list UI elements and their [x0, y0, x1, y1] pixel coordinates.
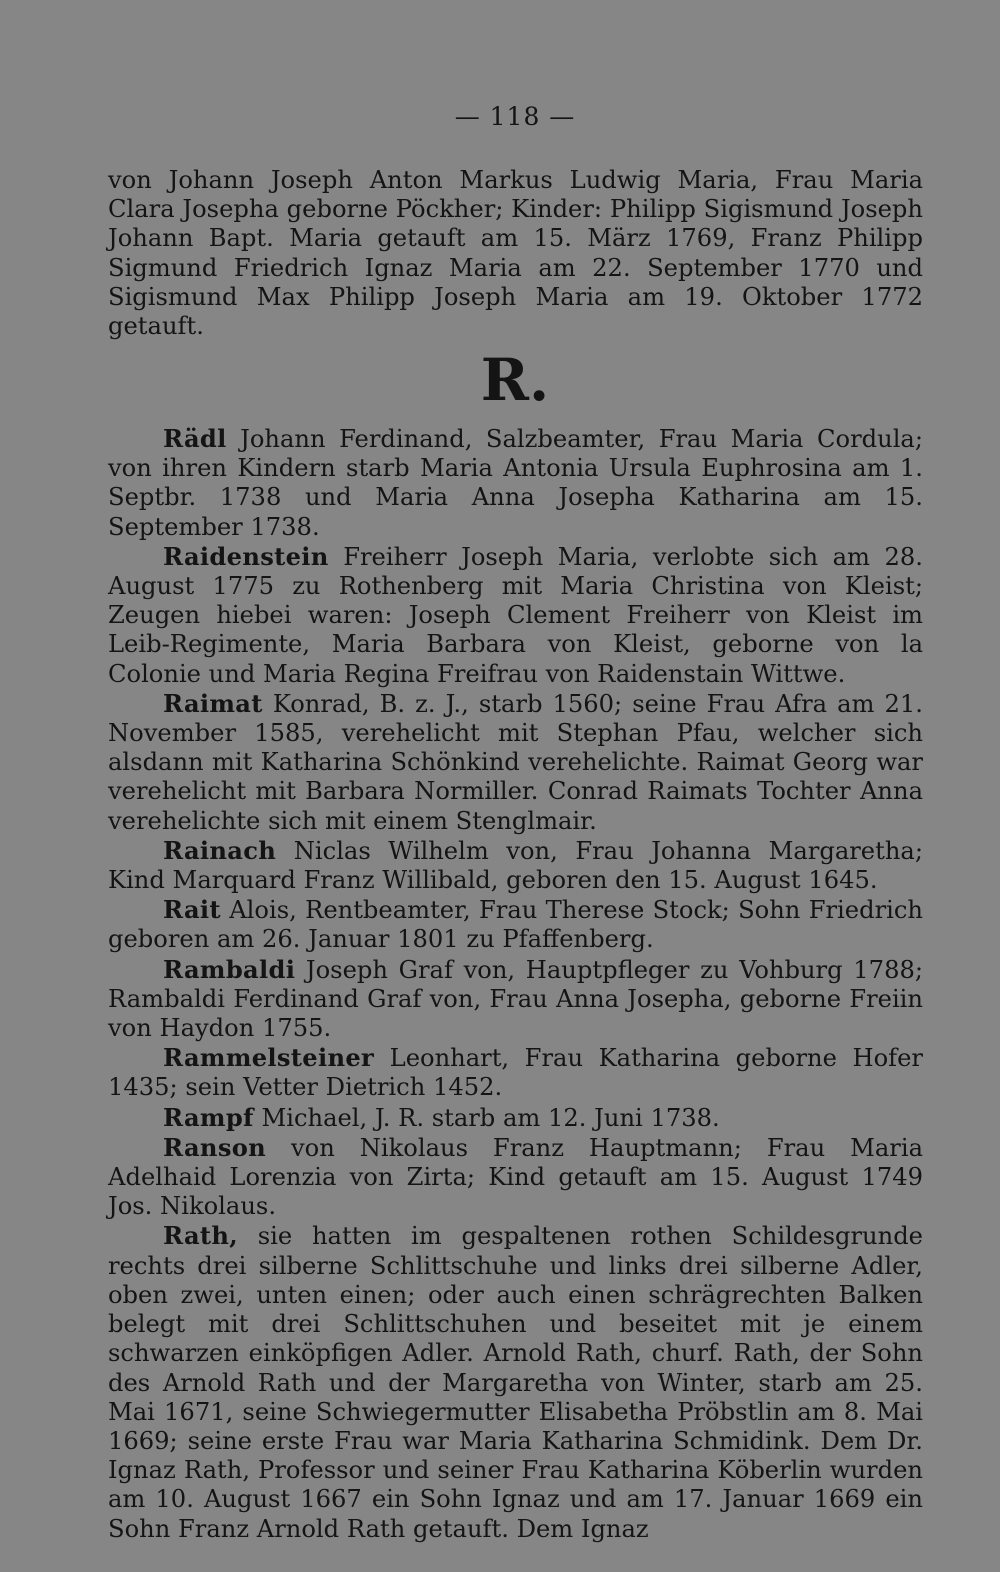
entry-name: Rambaldi	[163, 954, 296, 984]
page-number: — 118 —	[454, 102, 576, 131]
intro-paragraph	[108, 166, 923, 341]
entry	[108, 1133, 923, 1222]
entry-name: Rammelsteiner	[163, 1043, 375, 1073]
entry-name: Ranson	[163, 1132, 267, 1162]
entry-name: Raimat	[163, 688, 263, 718]
entry	[108, 955, 923, 1044]
entry	[108, 542, 923, 689]
entry-text: Johann Ferdinand, Salzbeamter, Frau Maria Cordula; von ihren Kindern starb Maria Antonia Ursula Euphrosina am 1. Septbr. 1738 und Maria Anna Josepha Katharina am 15. September 1738.	[108, 425, 923, 541]
entry-text: Leonhart, Frau Katharina geborne Hofer 1435; sein Vetter Dietrich 1452.	[108, 1044, 923, 1102]
entry-name: Rampf	[163, 1102, 254, 1132]
entry-text: Konrad, B. z. J., starb 1560; seine Frau Afra am 21. November 1585, verehelicht mit Stephan Pfau, welcher sich alsdann mit Katharina Schönkind verehelichte. Raimat Georg war verehelicht mit Barbara Normiller. Conrad Raimats Tochter Anna verehelichte sich mit einem Stenglmair.	[108, 689, 923, 835]
intro-text: von Johann Joseph Anton Markus Ludwig Maria, Frau Maria Clara Josepha geborne Pöckher; Kinder: Philipp Sigismund Joseph Johann Bapt. Maria getauft am 15. März 1769, Franz Philipp Sigmund Friedrich Ignaz Maria am 22. September 1770 und Sigismund Max Philipp Joseph Maria am 19. Oktober 1772 getauft.	[108, 166, 923, 341]
entry	[108, 689, 923, 836]
entry-name: Raidenstein	[163, 541, 329, 571]
section-letter: R.	[480, 346, 550, 414]
entry-text: Niclas Wilhelm von, Frau Johanna Margaretha; Kind Marquard Franz Willibald, geboren den 15. August 1645.	[108, 836, 923, 895]
entry-text: Freiherr Joseph Maria, verlobte sich am 28. August 1775 zu Rothenberg mit Maria Christina von Kleist; Zeugen hiebei waren: Joseph Clement Freiherr von Kleist im Leib-Regimente, Maria Barbara von Kleist, geborne von la Colonie und Maria Regina Freifrau von Raidenstain Wittwe.	[108, 542, 923, 688]
entry	[108, 1103, 923, 1133]
entry-text: von Nikolaus Franz Hauptmann; Frau Maria Adelhaid Lorenzia von Zirta; Kind getauft am 15. August 1749 Jos. Nikolaus.	[108, 1133, 923, 1221]
entry-text: Joseph Graf von, Hauptpfleger zu Vohburg 1788; Rambaldi Ferdinand Graf von, Frau Anna Josepha, geborne Freiin von Haydon 1755.	[108, 955, 923, 1043]
entry	[108, 895, 923, 954]
entry-text: sie hatten im gespaltenen rothen Schildesgrunde rechts drei silberne Schlittschuhe und links drei silberne Adler, oben zwei, unten einen; oder auch einen schrägrechten Balken belegt mit drei Schlittschuhen und beseitet mit je einem schwarzen einköpfigen Adler. Arnold Rath, churf. Rath, der Sohn des Arnold Rath und der Margaretha von Winter, starb am 25. Mai 1671, seine Schwiegermutter Elisabetha Pröbstlin am 8. Mai 1669; seine erste Frau war Maria Katharina Schmidink. Dem Dr. Ignaz Rath, Professor und seiner Frau Katharina Köberlin wurden am 10. August 1667 ein Sohn Ignaz und am 17. Januar 1669 ein Sohn Franz Arnold Rath getauft. Dem Ignaz	[108, 1222, 923, 1543]
entry-text: Alois, Rentbeamter, Frau Therese Stock; Sohn Friedrich geboren am 26. Januar 1801 zu Pfaffenberg.	[108, 896, 923, 954]
entry-name: Rait	[163, 895, 221, 925]
entry-name: Rath,	[163, 1221, 239, 1251]
entry-name: Rainach	[163, 835, 277, 865]
entry	[108, 424, 923, 542]
entry-text: Michael, J. R. starb am 12. Juni 1738.	[253, 1103, 720, 1132]
entry-name: Rädl	[163, 424, 227, 453]
entry	[108, 1221, 923, 1543]
entries-list	[108, 424, 923, 1544]
entry	[108, 1043, 923, 1102]
entry	[108, 836, 923, 895]
